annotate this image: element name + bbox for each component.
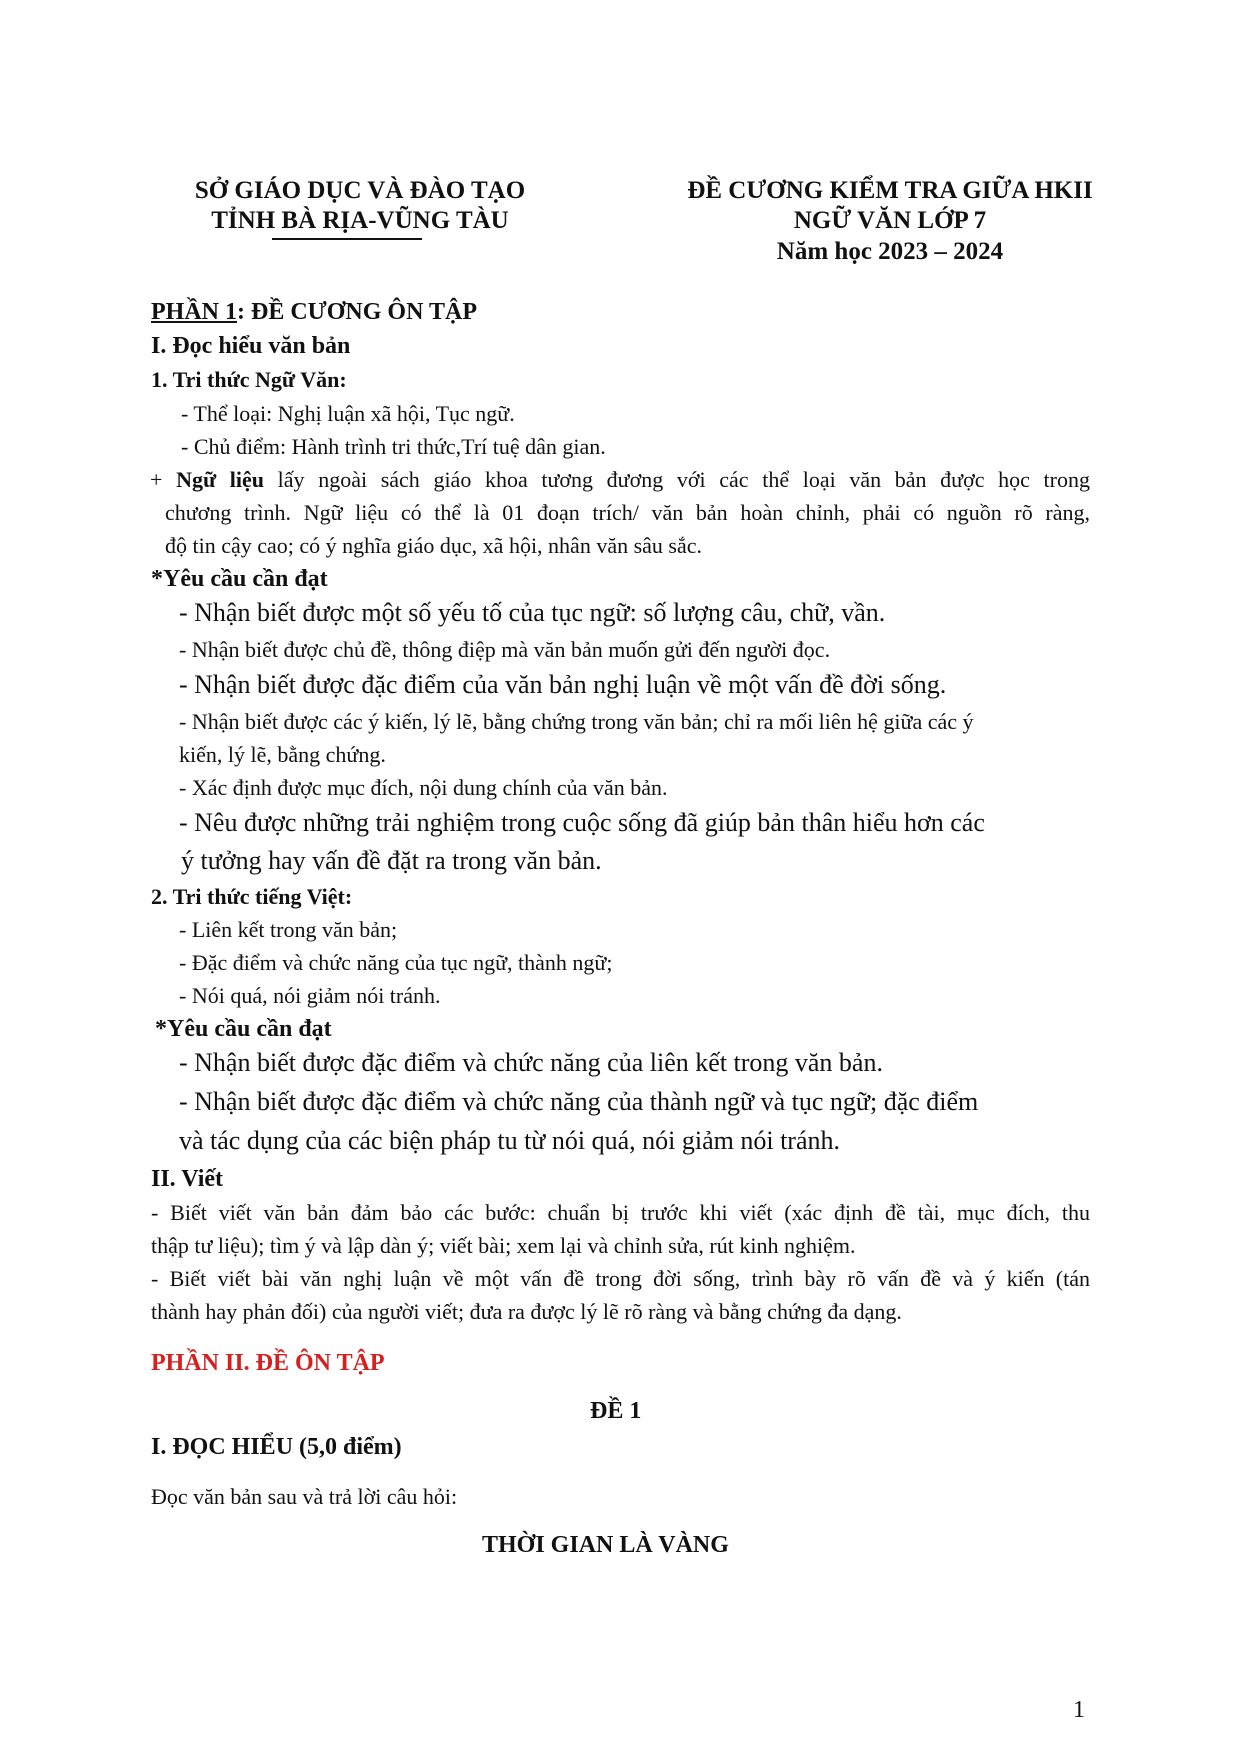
reading-text-title: THỜI GIAN LÀ VÀNG [482,1532,729,1558]
requirement-2: - Nhận biết được chủ đề, thông điệp mà văn bản muốn gửi đến người đọc. [179,637,831,662]
part1-heading [151,299,477,326]
section2-title: II. Viết [151,1166,223,1192]
requirements2-title: *Yêu cầu cần đạt [155,1016,332,1042]
writing-1-line-2: thập tư liệu); tìm ý và lập dàn ý; viết bài; xem lại và chỉnh sửa, rút kinh nghiệm. [151,1233,856,1258]
document-title: ĐỀ CƯƠNG KIỂM TRA GIỮA HKII [687,177,1093,204]
requirements-title: *Yêu cầu cần đạt [151,566,328,592]
reading-instruction: Đọc văn bản sau và trả lời câu hỏi: [151,1484,458,1509]
requirement2-1: - Nhận biết được đặc điểm và chức năng của liên kết trong văn bản. [179,1048,883,1077]
language-item-3: - Nói quá, nói giảm nói tránh. [179,983,441,1008]
writing-2-line-2: thành hay phản đối) của người viết; đưa ra được lý lẽ rõ ràng và bằng chứng đa dạng. [151,1299,902,1324]
requirement2-2-line-1: - Nhận biết được đặc điểm và chức năng của thành ngữ và tục ngữ; đặc điểm [179,1087,979,1116]
part1-heading-label: PHẦN 1 [151,299,237,325]
material-rest: lấy ngoài sách giáo khoa tương đương với các thể loại văn bản được học trong [264,467,1090,492]
reading-section-title: I. ĐỌC HIỂU (5,0 điểm) [151,1434,402,1460]
material-line-1 [150,467,1090,493]
requirement-6-line-2: ý tưởng hay vấn đề đặt ra trong văn bản. [181,846,602,875]
sub1-title: 1. Tri thức Ngữ Văn: [151,367,347,392]
exam-title: ĐỀ 1 [590,1398,642,1424]
language-item-2: - Đặc điểm và chức năng của tục ngữ, thành ngữ; [179,950,613,975]
page-number: 1 [1073,1697,1085,1723]
school-year: Năm học 2023 – 2024 [776,238,1004,265]
writing-2-line-1: - Biết viết bài văn nghị luận về một vấn đề trong đời sống, trình bày rõ vấn đề và ý kiến (tán [151,1266,1090,1291]
genre-line: - Thể loại: Nghị luận xã hội, Tục ngữ. [181,401,515,426]
material-line-2: chương trình. Ngữ liệu có thể là 01 đoạn trích/ văn bản hoàn chỉnh, phải có nguồn rõ ràng, [165,500,1090,525]
school-department: SỞ GIÁO DỤC VÀ ĐÀO TẠO [194,177,526,204]
requirement-1: - Nhận biết được một số yếu tố của tục ngữ: số lượng câu, chữ, vần. [179,598,886,627]
requirement2-2-line-2: và tác dụng của các biện pháp tu từ nói quá, nói giảm nói tránh. [179,1126,841,1155]
header-underline [272,238,422,240]
writing-1-line-1: - Biết viết văn bản đảm bảo các bước: chuẩn bị trước khi viết (xác định đề tài, mục đích, thu [151,1200,1090,1225]
requirement-4-line-1: - Nhận biết được các ý kiến, lý lẽ, bằng chứng trong văn bản; chỉ ra mối liên hệ giữa các ý [179,709,974,734]
requirement-6-line-1: - Nêu được những trải nghiệm trong cuộc sống đã giúp bản thân hiểu hơn các [179,808,985,837]
part1-heading-rest: : ĐỀ CƯƠNG ÔN TẬP [237,299,477,325]
theme-line: - Chủ điểm: Hành trình tri thức,Trí tuệ dân gian. [181,434,606,459]
language-item-1: - Liên kết trong văn bản; [179,917,398,942]
subject-grade: NGỮ VĂN LỚP 7 [793,207,987,234]
requirement-4-line-2: kiến, lý lẽ, bằng chứng. [179,742,386,767]
requirement-5: - Xác định được mục đích, nội dung chính của văn bản. [179,775,668,800]
material-line-3: độ tin cậy cao; có ý nghĩa giáo dục, xã hội, nhân văn sâu sắc. [165,533,703,558]
part2-heading: PHẦN II. ĐỀ ÔN TẬP [151,1350,385,1376]
material-bold: Ngữ liệu [176,467,265,492]
requirement-3: - Nhận biết được đặc điểm của văn bản nghị luận về một vấn đề đời sống. [179,670,947,699]
sub2-title: 2. Tri thức tiếng Việt: [151,884,353,909]
province-name: TỈNH BÀ RỊA-VŨNG TÀU [211,207,509,234]
material-prefix: + [150,467,177,492]
section1-title: I. Đọc hiểu văn bản [151,333,351,359]
